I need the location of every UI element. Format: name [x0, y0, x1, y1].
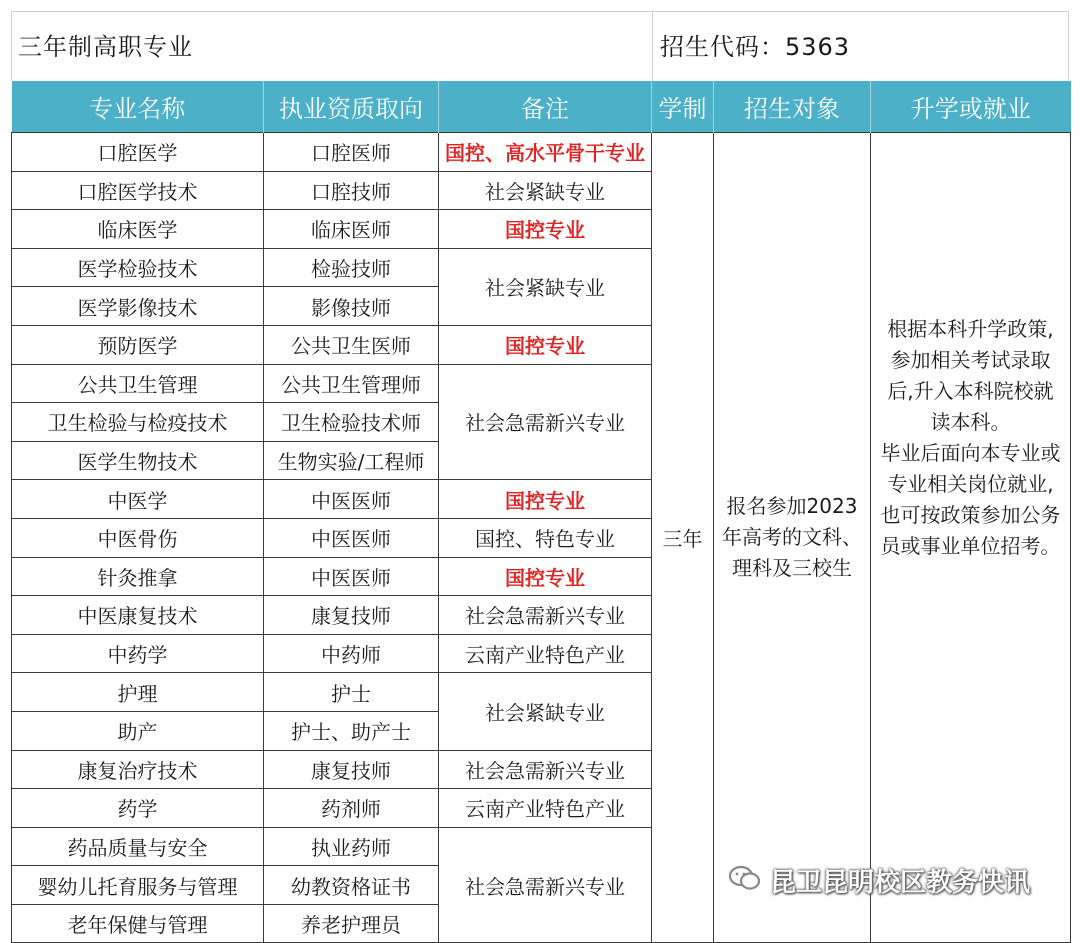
qualification: 中医医师 — [264, 480, 439, 519]
major-name: 助产 — [12, 711, 264, 750]
watermark-text: 昆卫昆明校区教务快讯 — [770, 868, 1031, 898]
qualification: 幼教资格证书 — [264, 866, 439, 905]
career-path-line: 后,升入本科院校就 — [887, 378, 1054, 403]
qualification: 中医医师 — [264, 518, 439, 557]
note: 社会紧缺专业 — [439, 673, 652, 750]
note: 社会急需新兴专业 — [439, 364, 652, 480]
qualification: 药剂师 — [264, 789, 439, 828]
qualification: 公共卫生管理师 — [264, 364, 439, 403]
enrollment-target-line: 理科及三校生 — [732, 556, 852, 581]
career-path-line: 毕业后面向本专业或 — [880, 440, 1061, 465]
note: 国控、高水平骨干专业 — [439, 133, 652, 172]
note: 国控专业 — [439, 480, 652, 519]
note: 云南产业特色产业 — [439, 634, 652, 673]
qualification: 护士 — [264, 673, 439, 712]
program-table — [11, 81, 1071, 943]
major-name: 中医骨伤 — [12, 518, 264, 557]
title-divider — [652, 12, 653, 82]
note: 国控专业 — [439, 325, 652, 364]
qualification: 康复技师 — [264, 596, 439, 635]
career-path — [871, 133, 1071, 943]
major-name: 针灸推拿 — [12, 557, 264, 596]
qualification: 中医医师 — [264, 557, 439, 596]
major-name: 医学检验技术 — [12, 248, 264, 287]
program-title: 三年制高职专业 — [18, 33, 193, 61]
column-header-major: 专业名称 — [12, 81, 264, 133]
column-header-target: 招生对象 — [714, 81, 871, 133]
qualification: 影像技师 — [264, 287, 439, 326]
career-path-line: 参加相关考试录取 — [890, 347, 1051, 372]
note: 社会急需新兴专业 — [439, 827, 652, 943]
watermark — [728, 863, 1030, 903]
major-name: 康复治疗技术 — [12, 750, 264, 789]
career-path-line: 根据本科升学政策, — [887, 316, 1054, 341]
table-header-row — [12, 81, 1071, 133]
qualification: 卫生检验技术师 — [264, 403, 439, 442]
note: 国控专业 — [439, 210, 652, 249]
column-header-qualification: 执业资质取向 — [264, 81, 439, 133]
major-name: 医学影像技术 — [12, 287, 264, 326]
note: 社会急需新兴专业 — [439, 596, 652, 635]
major-name: 中医康复技术 — [12, 596, 264, 635]
note: 社会紧缺专业 — [439, 171, 652, 210]
qualification: 口腔技师 — [264, 171, 439, 210]
table-body — [12, 133, 1071, 943]
major-name: 预防医学 — [12, 325, 264, 364]
qualification: 公共卫生医师 — [264, 325, 439, 364]
major-name: 婴幼儿托育服务与管理 — [12, 866, 264, 905]
qualification: 检验技师 — [264, 248, 439, 287]
career-path-line: 员或事业单位招考。 — [880, 533, 1061, 558]
note: 国控专业 — [439, 557, 652, 596]
major-name: 卫生检验与检疫技术 — [12, 403, 264, 442]
major-name: 药品质量与安全 — [12, 827, 264, 866]
major-name: 公共卫生管理 — [12, 364, 264, 403]
column-header-career: 升学或就业 — [871, 81, 1071, 133]
career-path-line: 读本科。 — [930, 409, 1011, 434]
table-title-bar — [11, 11, 1069, 81]
enrollment-code: 招生代码：5363 — [660, 33, 851, 61]
career-path-line: 专业相关岗位就业, — [887, 471, 1054, 496]
major-name: 临床医学 — [12, 210, 264, 249]
column-header-notes: 备注 — [439, 81, 652, 133]
major-name: 护理 — [12, 673, 264, 712]
note: 社会急需新兴专业 — [439, 750, 652, 789]
note: 社会紧缺专业 — [439, 248, 652, 325]
qualification: 临床医师 — [264, 210, 439, 249]
qualification: 执业药师 — [264, 827, 439, 866]
enrollment-target — [714, 133, 871, 943]
column-header-duration: 学制 — [652, 81, 714, 133]
major-name: 中药学 — [12, 634, 264, 673]
major-name: 医学生物技术 — [12, 441, 264, 480]
qualification: 口腔医师 — [264, 133, 439, 172]
major-name: 老年保健与管理 — [12, 904, 264, 943]
major-name: 口腔医学技术 — [12, 171, 264, 210]
qualification: 中药师 — [264, 634, 439, 673]
note: 云南产业特色产业 — [439, 789, 652, 828]
major-name: 口腔医学 — [12, 133, 264, 172]
enrollment-target-line: 年高考的文科、 — [722, 525, 862, 550]
major-name: 中医学 — [12, 480, 264, 519]
qualification: 生物实验/工程师 — [264, 441, 439, 480]
note: 国控、特色专业 — [439, 518, 652, 557]
wechat-icon — [728, 864, 762, 904]
career-path-line: 也可按政策参加公务 — [880, 502, 1061, 527]
qualification: 护士、助产士 — [264, 711, 439, 750]
enrollment-target-line: 报名参加2023 — [726, 494, 858, 519]
qualification: 康复技师 — [264, 750, 439, 789]
duration: 三年 — [652, 133, 714, 943]
major-name: 药学 — [12, 789, 264, 828]
table-row — [12, 133, 1071, 172]
qualification: 养老护理员 — [264, 904, 439, 943]
